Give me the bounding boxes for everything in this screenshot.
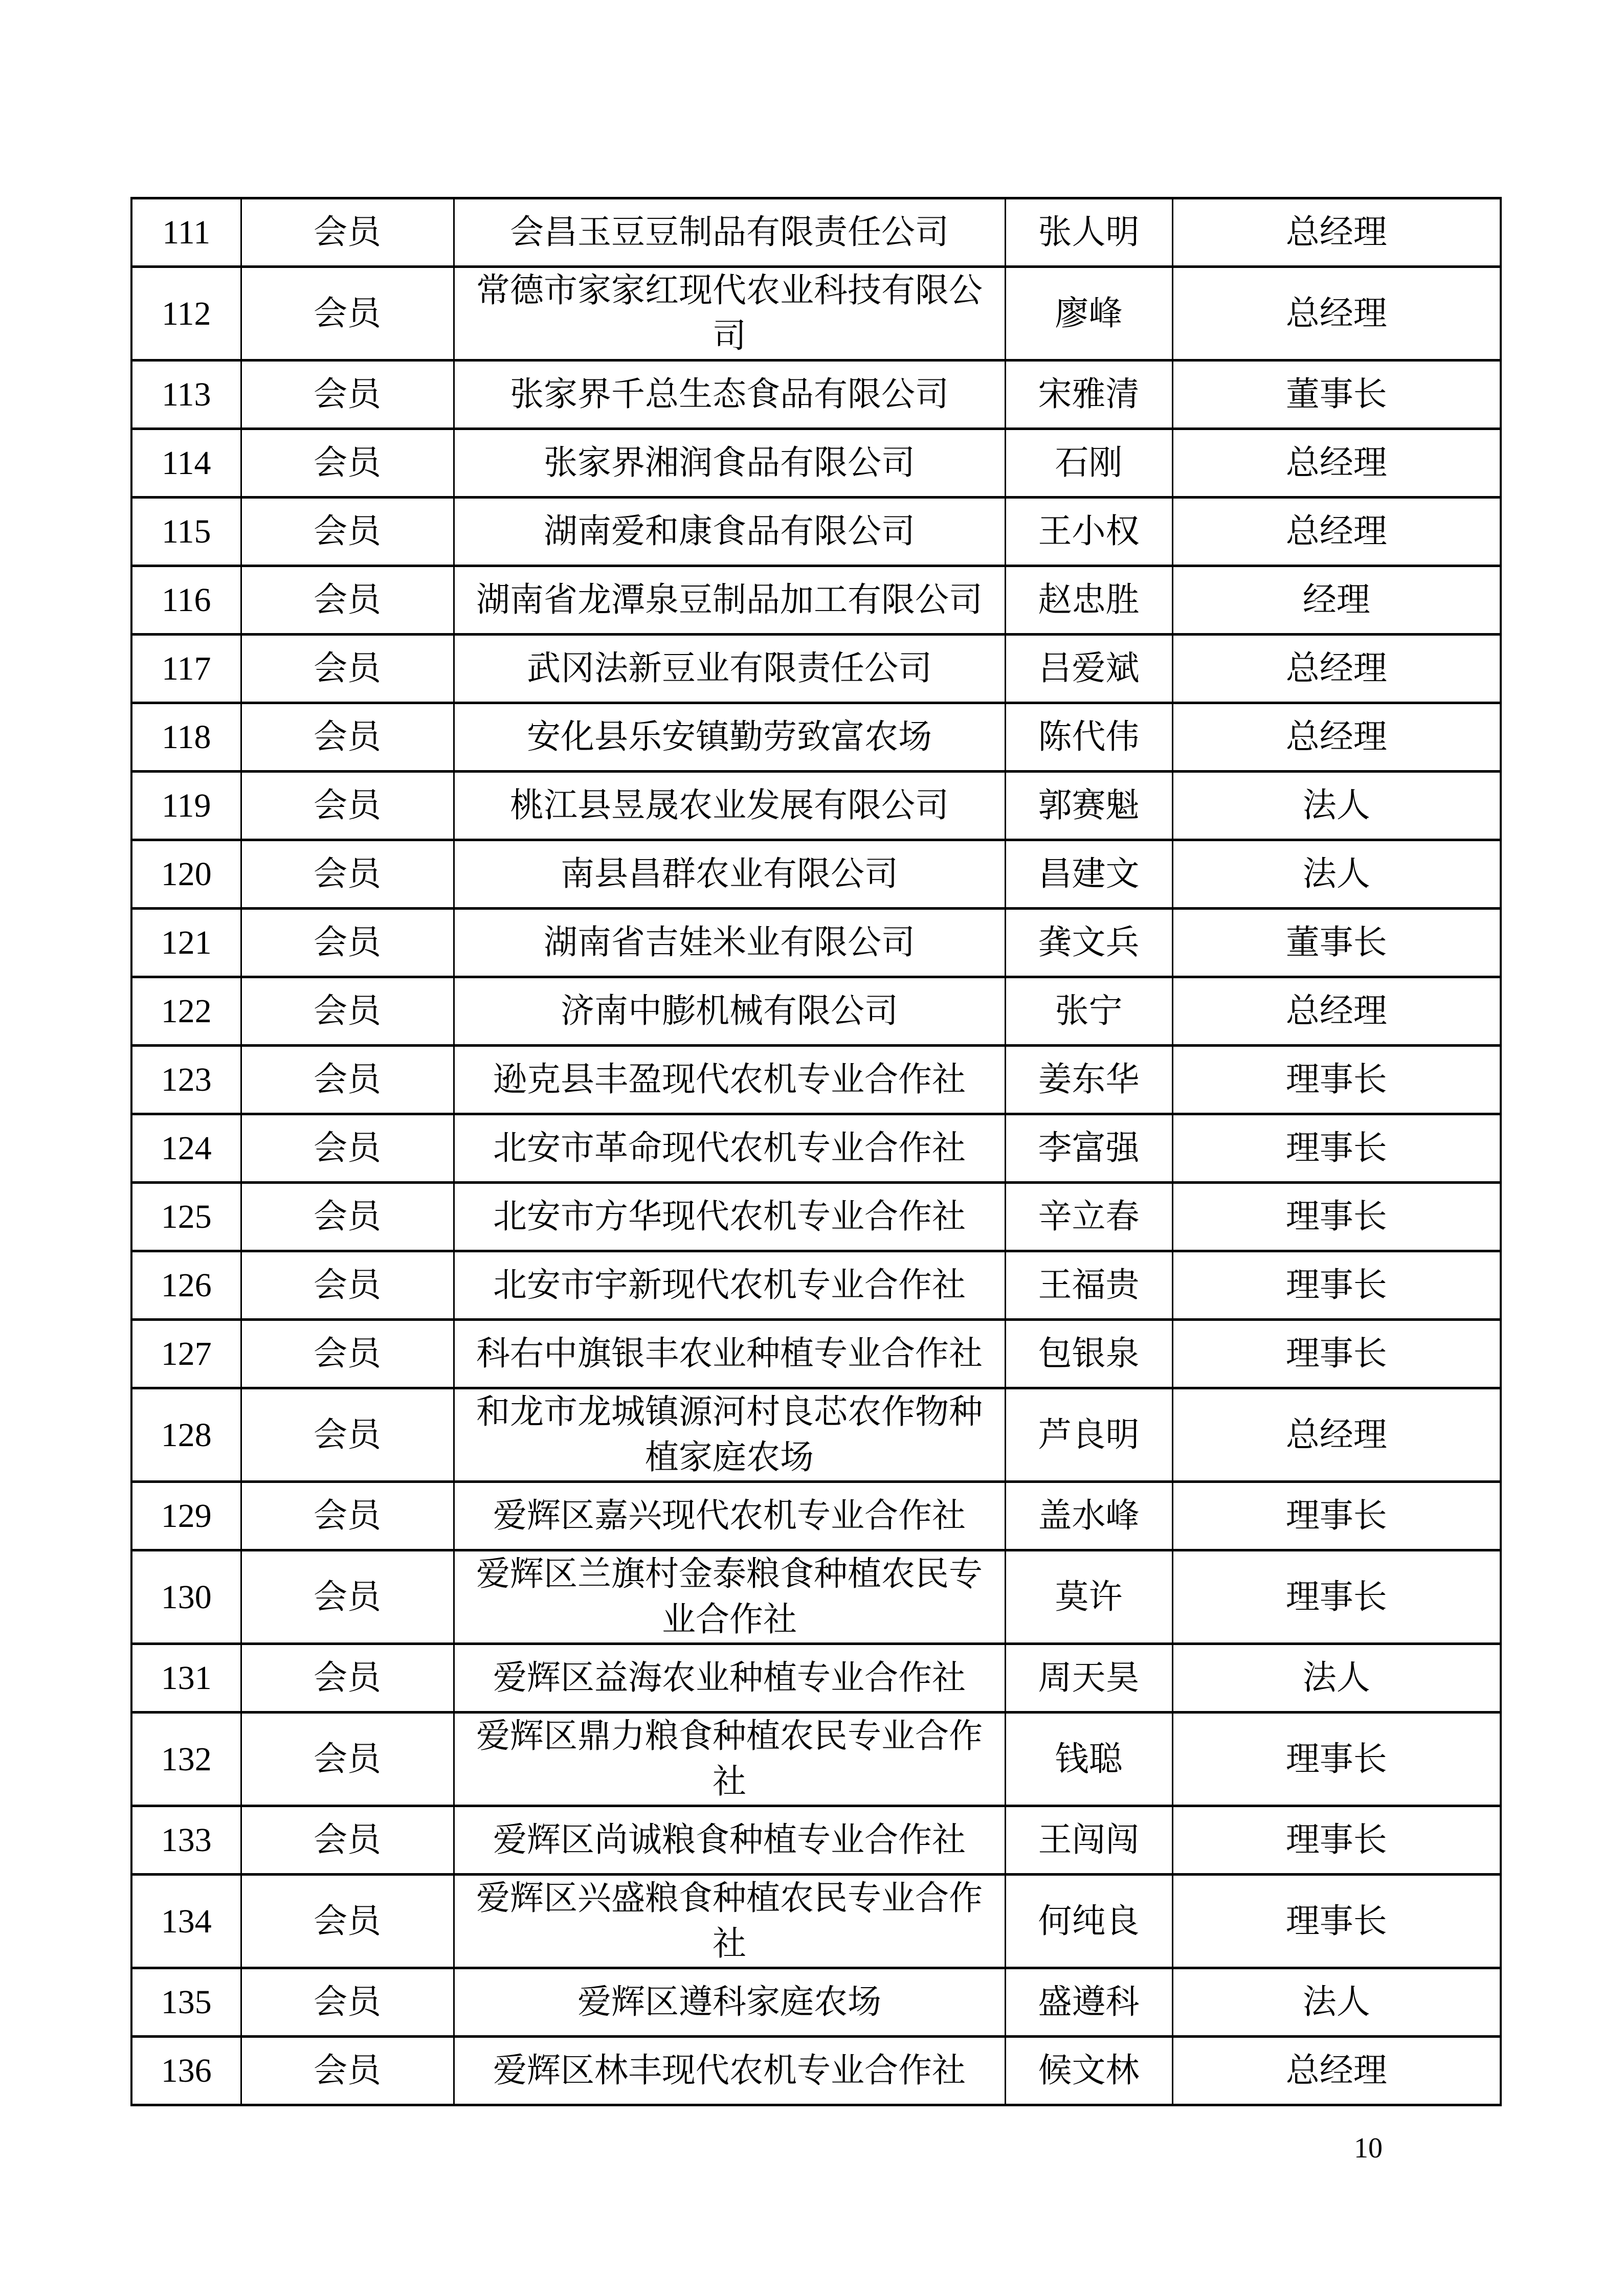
table-row: [131, 1713, 1501, 1806]
cell-person: 周天昊: [1005, 1644, 1172, 1713]
cell-no: 116: [131, 566, 241, 635]
cell-person: 王闯闯: [1005, 1806, 1172, 1875]
cell-company: 武冈法新豆业有限责任公司: [454, 635, 1005, 703]
table-row: [131, 1388, 1501, 1482]
cell-no: 128: [131, 1388, 241, 1482]
cell-no: 131: [131, 1644, 241, 1713]
cell-type: 会员: [241, 772, 454, 840]
cell-no: 111: [131, 198, 241, 267]
cell-title: 总经理: [1172, 498, 1501, 566]
cell-person: 宋雅清: [1005, 361, 1172, 429]
table-row: [131, 2037, 1501, 2105]
table-row: [131, 1550, 1501, 1644]
cell-company: 爱辉区遵科家庭农场: [454, 1968, 1005, 2037]
cell-person: 昌建文: [1005, 840, 1172, 909]
cell-no: 126: [131, 1251, 241, 1320]
cell-title: 理事长: [1172, 1713, 1501, 1806]
cell-type: 会员: [241, 1388, 454, 1482]
cell-company: 北安市方华现代农机专业合作社: [454, 1183, 1005, 1251]
cell-no: 112: [131, 267, 241, 361]
cell-person: 李富强: [1005, 1114, 1172, 1183]
cell-title: 理事长: [1172, 1046, 1501, 1114]
cell-title: 总经理: [1172, 198, 1501, 267]
table-row: [131, 429, 1501, 498]
cell-type: 会员: [241, 1482, 454, 1550]
cell-person: 王福贵: [1005, 1251, 1172, 1320]
cell-title: 法人: [1172, 772, 1501, 840]
cell-person: 钱聪: [1005, 1713, 1172, 1806]
cell-person: 莫许: [1005, 1550, 1172, 1644]
cell-person: 包银泉: [1005, 1320, 1172, 1388]
cell-person: 芦良明: [1005, 1388, 1172, 1482]
table-row: [131, 840, 1501, 909]
cell-type: 会员: [241, 498, 454, 566]
cell-no: 121: [131, 909, 241, 977]
cell-type: 会员: [241, 566, 454, 635]
cell-no: 122: [131, 977, 241, 1046]
cell-no: 119: [131, 772, 241, 840]
cell-person: 龚文兵: [1005, 909, 1172, 977]
cell-type: 会员: [241, 1644, 454, 1713]
cell-no: 130: [131, 1550, 241, 1644]
cell-no: 133: [131, 1806, 241, 1875]
cell-title: 总经理: [1172, 703, 1501, 772]
cell-type: 会员: [241, 840, 454, 909]
cell-company: 济南中膨机械有限公司: [454, 977, 1005, 1046]
cell-title: 理事长: [1172, 1114, 1501, 1183]
cell-company: 常德市家家红现代农业科技有限公司: [454, 267, 1005, 361]
cell-type: 会员: [241, 1713, 454, 1806]
cell-company: 爱辉区嘉兴现代农机专业合作社: [454, 1482, 1005, 1550]
cell-person: 吕爱斌: [1005, 635, 1172, 703]
cell-type: 会员: [241, 1183, 454, 1251]
cell-title: 总经理: [1172, 1388, 1501, 1482]
cell-no: 127: [131, 1320, 241, 1388]
table-row: [131, 703, 1501, 772]
cell-title: 理事长: [1172, 1251, 1501, 1320]
cell-company: 湖南省吉娃米业有限公司: [454, 909, 1005, 977]
cell-company: 爱辉区鼎力粮食种植农民专业合作社: [454, 1713, 1005, 1806]
cell-title: 理事长: [1172, 1550, 1501, 1644]
cell-company: 桃江县昱晟农业发展有限公司: [454, 772, 1005, 840]
cell-person: 廖峰: [1005, 267, 1172, 361]
cell-no: 125: [131, 1183, 241, 1251]
cell-type: 会员: [241, 1968, 454, 2037]
cell-no: 135: [131, 1968, 241, 2037]
cell-title: 理事长: [1172, 1320, 1501, 1388]
cell-type: 会员: [241, 1875, 454, 1968]
cell-person: 赵忠胜: [1005, 566, 1172, 635]
cell-type: 会员: [241, 1114, 454, 1183]
cell-person: 王小权: [1005, 498, 1172, 566]
cell-no: 113: [131, 361, 241, 429]
table-row: [131, 267, 1501, 361]
cell-no: 124: [131, 1114, 241, 1183]
cell-company: 张家界湘润食品有限公司: [454, 429, 1005, 498]
table-row: [131, 1875, 1501, 1968]
table-row: [131, 198, 1501, 267]
cell-no: 114: [131, 429, 241, 498]
cell-title: 总经理: [1172, 429, 1501, 498]
cell-no: 136: [131, 2037, 241, 2105]
cell-type: 会员: [241, 361, 454, 429]
member-table-body: [131, 198, 1501, 2105]
cell-title: 总经理: [1172, 2037, 1501, 2105]
cell-no: 118: [131, 703, 241, 772]
member-table: [130, 197, 1502, 2106]
cell-title: 董事长: [1172, 361, 1501, 429]
cell-person: 辛立春: [1005, 1183, 1172, 1251]
cell-type: 会员: [241, 1320, 454, 1388]
page-number: 10: [1354, 2132, 1383, 2164]
table-row: [131, 361, 1501, 429]
cell-type: 会员: [241, 909, 454, 977]
cell-company: 爱辉区益海农业种植专业合作社: [454, 1644, 1005, 1713]
table-row: [131, 772, 1501, 840]
table-row: [131, 635, 1501, 703]
table-row: [131, 1482, 1501, 1550]
cell-type: 会员: [241, 977, 454, 1046]
cell-company: 张家界千总生态食品有限公司: [454, 361, 1005, 429]
cell-person: 盛遵科: [1005, 1968, 1172, 2037]
cell-company: 湖南爱和康食品有限公司: [454, 498, 1005, 566]
cell-title: 经理: [1172, 566, 1501, 635]
cell-no: 132: [131, 1713, 241, 1806]
table-row: [131, 1046, 1501, 1114]
table-row: [131, 909, 1501, 977]
cell-person: 盖水峰: [1005, 1482, 1172, 1550]
cell-person: 张人明: [1005, 198, 1172, 267]
table-row: [131, 977, 1501, 1046]
cell-no: 115: [131, 498, 241, 566]
cell-type: 会员: [241, 429, 454, 498]
cell-type: 会员: [241, 635, 454, 703]
cell-company: 安化县乐安镇勤劳致富农场: [454, 703, 1005, 772]
cell-type: 会员: [241, 703, 454, 772]
table-row: [131, 1251, 1501, 1320]
cell-company: 北安市宇新现代农机专业合作社: [454, 1251, 1005, 1320]
cell-title: 法人: [1172, 840, 1501, 909]
cell-company: 北安市革命现代农机专业合作社: [454, 1114, 1005, 1183]
cell-type: 会员: [241, 198, 454, 267]
cell-company: 湖南省龙潭泉豆制品加工有限公司: [454, 566, 1005, 635]
table-row: [131, 498, 1501, 566]
table-row: [131, 1320, 1501, 1388]
cell-no: 129: [131, 1482, 241, 1550]
cell-title: 董事长: [1172, 909, 1501, 977]
cell-no: 123: [131, 1046, 241, 1114]
cell-no: 134: [131, 1875, 241, 1968]
cell-company: 科右中旗银丰农业种植专业合作社: [454, 1320, 1005, 1388]
cell-title: 总经理: [1172, 635, 1501, 703]
cell-person: 姜东华: [1005, 1046, 1172, 1114]
cell-person: 何纯良: [1005, 1875, 1172, 1968]
cell-title: 理事长: [1172, 1482, 1501, 1550]
cell-type: 会员: [241, 1251, 454, 1320]
table-row: [131, 1183, 1501, 1251]
cell-company: 爱辉区兰旗村金泰粮食种植农民专业合作社: [454, 1550, 1005, 1644]
cell-title: 法人: [1172, 1968, 1501, 2037]
cell-company: 爱辉区尚诚粮食种植专业合作社: [454, 1806, 1005, 1875]
cell-no: 117: [131, 635, 241, 703]
cell-type: 会员: [241, 2037, 454, 2105]
cell-type: 会员: [241, 1550, 454, 1644]
cell-title: 总经理: [1172, 977, 1501, 1046]
cell-title: 理事长: [1172, 1806, 1501, 1875]
cell-company: 和龙市龙城镇源河村良芯农作物种植家庭农场: [454, 1388, 1005, 1482]
cell-type: 会员: [241, 1806, 454, 1875]
table-row: [131, 1114, 1501, 1183]
cell-person: 郭赛魁: [1005, 772, 1172, 840]
cell-type: 会员: [241, 267, 454, 361]
cell-company: 南县昌群农业有限公司: [454, 840, 1005, 909]
cell-title: 理事长: [1172, 1183, 1501, 1251]
cell-title: 法人: [1172, 1644, 1501, 1713]
table-row: [131, 1806, 1501, 1875]
cell-company: 逊克县丰盈现代农机专业合作社: [454, 1046, 1005, 1114]
cell-company: 爱辉区兴盛粮食种植农民专业合作社: [454, 1875, 1005, 1968]
table-row: [131, 566, 1501, 635]
cell-no: 120: [131, 840, 241, 909]
table-row: [131, 1644, 1501, 1713]
cell-person: 陈代伟: [1005, 703, 1172, 772]
cell-title: 理事长: [1172, 1875, 1501, 1968]
cell-person: 候文林: [1005, 2037, 1172, 2105]
table-row: [131, 1968, 1501, 2037]
cell-title: 总经理: [1172, 267, 1501, 361]
cell-company: 会昌玉豆豆制品有限责任公司: [454, 198, 1005, 267]
cell-person: 张宁: [1005, 977, 1172, 1046]
cell-type: 会员: [241, 1046, 454, 1114]
cell-person: 石刚: [1005, 429, 1172, 498]
cell-company: 爱辉区林丰现代农机专业合作社: [454, 2037, 1005, 2105]
